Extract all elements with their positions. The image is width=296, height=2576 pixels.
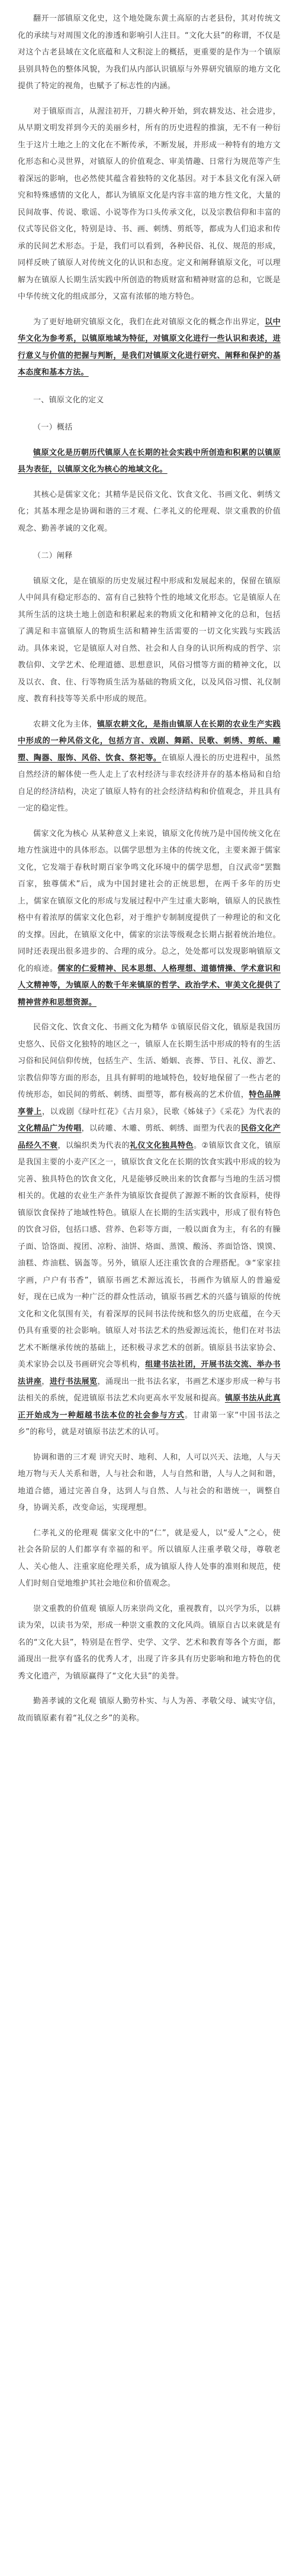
paragraph: 协调和谐的三才观 讲究天时、地利、人和，人可以兴天、法地，人与天地万物与天人关系和谐，人与社会和谐，人与自然和谐，人与人之间和谐，地道合德，通过完善自身，达到人与自然、人与社会的和谐统一，调整自身，协调关系，改变命运，实现理想。 xyxy=(18,1452,281,1512)
section-heading: 一、镇原文化的定义 xyxy=(33,395,104,405)
paragraph: 翻开一部镇原文化史，这个地处陇东黄土高原的古老县份，其对传统文化的承续与对周围文化的渗透和影响引人注目。“文化大县”的称谓，不仅是对这个古老县域在文化底蕴和人文积淀上的概括，更重要的是作为一个镇原县别具特色的整体风貌，为我们从内部认识镇原与外界研究镇原的地方文化提供了特定的视角，也赋予了标志性的内涵。 xyxy=(18,14,281,91)
text-run: ，以编织类为代表的 xyxy=(57,1141,130,1150)
paragraph xyxy=(18,314,281,382)
paragraph xyxy=(18,826,281,1012)
emphasized-text: 镇原书法从此真正开始成为一种超越书法本位的社会参与方式 xyxy=(18,1394,281,1420)
paragraph xyxy=(18,445,281,479)
text-run: 儒家文化为核心 从某种意义上来说，镇原文化传统乃是中国传统文化在地方性演进中的具体形态。以儒学思想为主体的传统文化，主要来源于儒家文化，它发端于春秋时期百家争鸣文化环境中的儒学思想，自汉武帝“罢黜百家，独尊儒术”后，成为中国封建社会的正统思想，在两千多年的历史上，儒家在镇原文化的形成与发展过程中产生过重大影响，镇原人的民族性格中有着浓厚的儒家文化色彩，对于维护专制制度提供了一种理论的和文化的支撑。因此，在镇原文化中，儒家的宗法等级观念长期占据着统治地位。同时还表现出很多进步的、合理的成分。总之，处处都可以发现影响镇原文化的痕迹。 xyxy=(18,829,281,973)
text-run: 民俗文化、饮食文化、书画文化为精华 ①镇原民俗文化，镇原是我国历史悠久、民俗文化独特的地区之一，镇原人在长期生活中形成的特有的生活习俗和民间信仰传统，包括生产、生活、婚姻、丧葬、节日、礼仪、游艺、宗教信仰等方面的形态，且具有鲜明的地域特色，较好地保留了一些古老的传统形态，如民间的剪纸、刺绣、面塑等，都有极高的艺术价值， xyxy=(18,1023,281,1099)
section-heading: （一）概括 xyxy=(33,423,73,432)
text-run: ，以戏剧《绿叶红花》《古月泉》，民歌《姊妹子》《采花》为代表的 xyxy=(41,1107,281,1116)
text-run: 。甘肃第一家“中国书法之乡”的称号，就是对镇原书法艺术的认可。 xyxy=(18,1410,281,1437)
emphasized-text: 组建书法社团，开展书法交流、举办书法讲座 xyxy=(18,1360,281,1386)
emphasized-text: 文化精品广为传唱 xyxy=(18,1124,82,1133)
paragraph: 崇文重教的价值观 镇原人历来崇尚文化，重视教育，以兴学为乐，以耕读为荣，以读书为荣，形成一种崇文重教的文化风尚。镇原自古以来就是有名的“文化大县”，特别是在哲学、史学、文学、艺术和教育等各个方面，都涌现出一批享有盛名的优秀人才，出现了许多具有历史影响和地方特色的优秀文化遗产，为镇原赢得了“文化大县”的美誉。 xyxy=(18,1604,281,1681)
text-run: 为了更好地研究镇原文化，我们在此对镇原文化的概念作出界定， xyxy=(33,317,265,327)
emphasized-text: 镇原农耕文化，是指由镇原人在长期的农业生产实践中形成的一种风俗文化，包括方言、戏剧、舞蹈、民歌、刺绣、剪纸、雕塑、陶器、服饰、风俗、饮食、祭祀等。 xyxy=(18,719,281,763)
section-heading: （二）阐释 xyxy=(33,551,73,560)
text-run: ， xyxy=(41,1377,50,1386)
text-run: ， xyxy=(89,719,97,729)
paragraph: 镇原文化，是在镇原的历史发展过程中形成和发展起来的，保留在镇原人中间具有稳定形态的、富有自己独特个性的地域文化形态。它是镇原人在其所生活的这块土地上创造和积累起来的物质文化和精神文化的总和，包括了满足和丰富镇原人的物质生活和精神生活需要的一切文化实践与实践活动。具体来说，它是镇原人对自然、社会和人自身的认识所构成的哲学、宗教信仰、文学艺术、伦理道德、思想意识，风俗习惯等方面的精神文化，以及以衣、食、住、行等物质生活为基础的物质文化，以及风俗习惯、礼仪制度、教育科技等等关系中形成的规范。 xyxy=(18,576,281,703)
paragraph: 勤善孝诚的文化观 镇原人勤劳朴实、与人为善、孝敬父母、诚实守信，故而镇原素有着“礼仪之乡”的美称。 xyxy=(18,1697,281,1723)
emphasized-text: 以中华文化为参考系，以镇原地域为特征，对镇原文化进行一些认识和表述，进行意义与价值的把握与判断，是我们对镇原文化进行研究、阐释和保护的基本态度和基本方法。 xyxy=(18,317,281,377)
paragraph: 对于镇原而言，从渥洼初开，刀耕火种开始，到农耕发达、社会进步，从早期文明发祥到今天的美丽乡村，所有的历史进程的推演，无不有一种衍生于这片土地之上的文化在不断传承，不断发展，并形成一种特有的地方文化形态和心灵世界，对镇原人的价值观念、审美情趣、日常行为规范等产生着深远的影响，也必然使其蕴含着独特的文化基因。对于本县文化有深入研究和特殊感情的文化人，都认为镇原文化是内容丰富的地方性文化，大量的民间故事、传说、歌谣、小说等作为口头传承文化，以及宗教信仰和丰富的仪式等民俗文化，特别是诗、书、画、刺绣、剪纸等，都成为人们追求和传承的民间艺术形态。于是，我们可以看到，各种民俗、礼仪、规范的形成，同样反映了镇原人对传统文化的认识和态度。定义和阐释镇原文化，可以理解为在镇原人长期生活实践中所创造的物质财富和精神财富的总和，它既是中华传统文化的组成部分，又富有浓郁的地方特色。 xyxy=(18,106,281,301)
text-run: 。②镇原饮食文化，镇原是我国主要的小麦产区之一，镇原饮食文化在长期的饮食实践中形成的较为完善、独具特色的饮食文化，凡是能够反映出来的饮食都与当地的生活习惯相关的。优越的农业生产条件为镇原饮食提供了源源不断的饮食原料，使得镇原饮食保持了地域性特色。镇原人在长期的生活实践中，形成了很有特色的饮食习俗，包括口感、营养、色彩等方面，一般以面食为主，有名的有臊子面、饸饹面、搅团、凉粉、油饼、烙面、蒸馍、酸汤、荞面饸饹、馍馍、油糕、炸油糕、锅盔等。另外，镇原人还注重饮食的合理搭配。③“家家挂字画，户户有书香”，镇原书画艺术源远流长，书画作为镇原人的普遍爱好，现在已成为一种广泛的群众性活动，镇原书画艺术的兴盛与镇原的传统文化和文化氛围有关，有着深厚的民间书法传统和悠久的历史底蕴，在今天仍具有重要的社会影响。镇原人对书法艺术的热爱源远流长，他们在对书法艺术不断继承传统的基础上，还积极寻求艺术的创新。镇原县书法家协会、美术家协会以及书画研究会等机构， xyxy=(18,1141,281,1369)
emphasized-text: 民俗文化产品经久不衰 xyxy=(18,1124,281,1150)
paragraph xyxy=(18,716,281,818)
paragraph xyxy=(18,1019,281,1441)
text-run: 农耕文化为主体 xyxy=(33,719,89,729)
text-run: ，涌现出一批书法名家，书画艺术逐步形成一种与书法相关的系统，促进镇原书法艺术向更高水平发展和提高。 xyxy=(18,1377,281,1403)
paragraph: 仁孝礼义的伦理观 儒家文化中的“仁”，就是爱人，以“爱人”之心，使社会各阶层的人们都享有幸福的和平。所以镇原人注重孝敬父母，尊敬老人、关心他人、注重家庭伦理关系，成为镇原人待人处事的准则和规范，使人们时刻自觉地维护其社会地位和价值观念。 xyxy=(18,1528,281,1588)
emphasized-text: 进行书法展览 xyxy=(49,1377,98,1386)
emphasized-text: 儒家的仁爱精神、民本思想、人格理想、道德情操、学术意识和人文精神等，为镇原人的数千年来镇原的哲学、政治学术、审美文化提供了精神营养和思想资源。 xyxy=(18,964,281,1007)
paragraph: 其核心是儒家文化；其精华是民俗文化、饮食文化、书画文化、刺绣文化；其基本理念是协调和谐的三才观、仁孝礼义的伦理观、崇文重教的价值观念、勤善孝诚的文化观。 xyxy=(18,490,281,533)
emphasized-text: 礼仪文化独具特色 xyxy=(130,1141,194,1150)
text-run: ，以砖雕、木雕、剪纸、刺绣、面塑为代表的 xyxy=(81,1124,241,1133)
emphasized-text: 特色品牌享誉上 xyxy=(18,1090,281,1116)
text-run: 在镇原人漫长的历史进程中，虽然自然经济的解体使一些人走上了农村经济与非农经济并存的基本格局和自给自足的经济结构，决定了镇原人特有的社会经济结构和价值观念，并且具有一定的稳定性。 xyxy=(18,753,281,813)
emphasized-text: 镇原文化是历朝历代镇原人在长期的社会实践中所创造和积累的以镇原县为表征，以镇原文化为核心的地域文化。 xyxy=(18,448,281,474)
